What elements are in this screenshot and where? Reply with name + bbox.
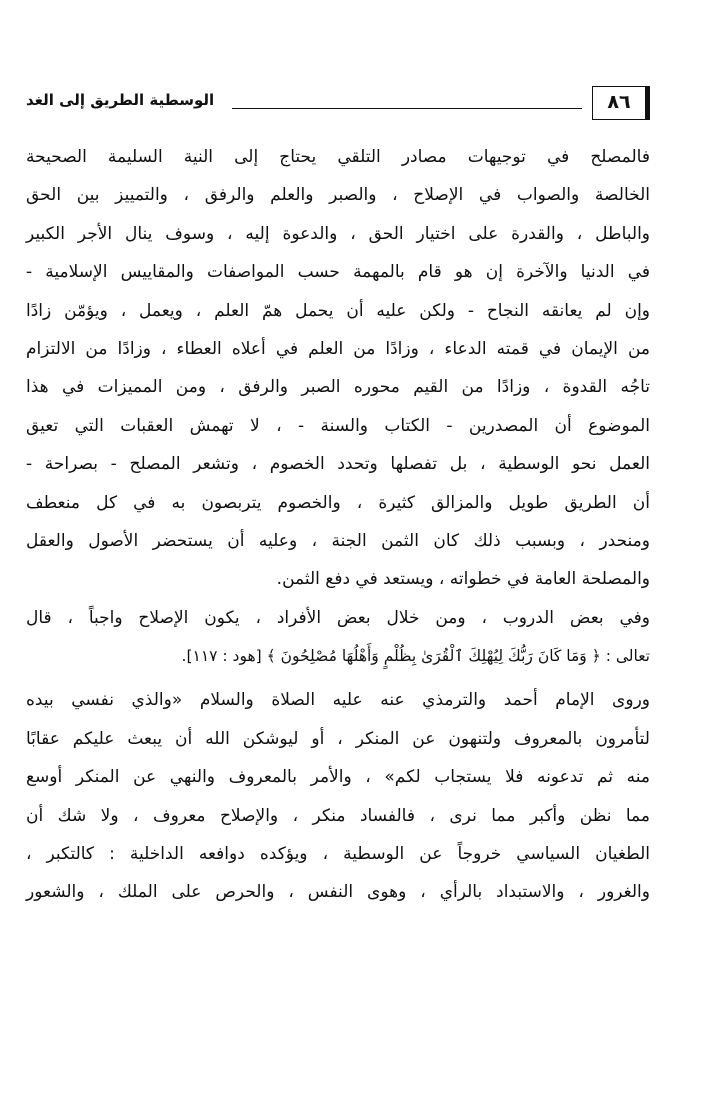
text-line: والباطل ، والقدرة على اختيار الحق ، والدعوة إليه ، وسوف ينال الأجر الكبير [26,223,650,244]
paragraph-3 [26,681,650,911]
running-title: الوسطية الطريق إلى الغد [26,91,215,109]
text-line: الموضوع أن المصدرين - الكتاب والسنة - ، لا تهمش العقبات التي تعيق [26,415,650,436]
text-line: ومنحدر ، وبسبب ذلك كان الثمن الجنة ، وعليه أن يستحضر الأصول والعقل [26,530,650,551]
text-line: تاجُه القدوة ، وزادًا من القيم محوره الصبر والرفق ، ومن المميزات في هذا [26,377,650,398]
body-text [26,138,650,912]
text-line: والمصلحة العامة في خطواته ، ويستعد في دفع الثمن. [276,569,650,590]
text-line: مما نظن وأكبر مما نرى ، فالفساد منكر ، والإصلاح معروف ، ولا شك أن [26,805,650,826]
text-line: لتأمرون بالمعروف ولتنهون عن المنكر ، أو ليوشكن الله أن يبعث عليكم عقابًا [26,728,650,749]
paragraph-1 [26,138,650,599]
page-header [26,86,650,122]
text-line: وفي بعض الدروب ، ومن خلال بعض الأفراد ، يكون الإصلاح واجباً ، قال [26,607,650,628]
text-line: وإن لم يعانقه النجاح - ولكن عليه أن يحمل همّ العلم ، ويعمل ، ويؤمّن زادًا [26,300,650,321]
text-line: الخالصة والصواب في الإصلاح ، والصبر والعلم والرفق ، والتمييز بين الحق [26,185,650,206]
text-line: أن الطريق طويل والمزالق كثيرة ، والخصوم يتربصون به في كل منعطف [26,492,650,513]
text-line: في الدنيا والآخرة إن هو قام بالمهمة حسب المواصفات والمقاييس الإسلامية - [26,262,650,283]
paragraph-2 [26,599,650,676]
text-line: وروى الإمام أحمد والترمذي عنه عليه الصلاة والسلام «والذي نفسي بيده [26,690,650,711]
header-rule [232,108,582,109]
text-line: العمل نحو الوسطية ، بل تفصلها وتحدد الخصوم ، وتشعر المصلح - بصراحة - [26,454,650,475]
quran-verse-line: تعالى : ﴿ وَمَا كَانَ رَبُّكَ لِيُهْلِكَ ٱلْقُرَىٰ بِظُلْمٍ وَأَهْلُهَا مُصْلِحُونَ ﴾ [هود : ١١٧]. [181,647,650,666]
text-line: منه ثم تدعونه فلا يستجاب لكم» ، والأمر بالمعروف والنهي عن المنكر أوسع [26,767,650,788]
text-line: فالمصلح في توجيهات مصادر التلقي يحتاج إلى النية السليمة الصحيحة [26,147,650,167]
text-line: من الإيمان في قمته الدعاء ، وزادًا من العلم في أعلاه العطاء ، وزادًا من الالتزام [26,338,650,359]
text-line: الطغيان السياسي خروجاً عن الوسطية ، ويؤكده دوافعه الداخلية : كالتكبر ، [26,844,650,865]
page-number: ٨٦ [592,86,650,120]
text-line: والغرور ، والاستبداد بالرأي ، وهوى النفس ، والحرص على الملك ، والشعور [26,882,650,903]
